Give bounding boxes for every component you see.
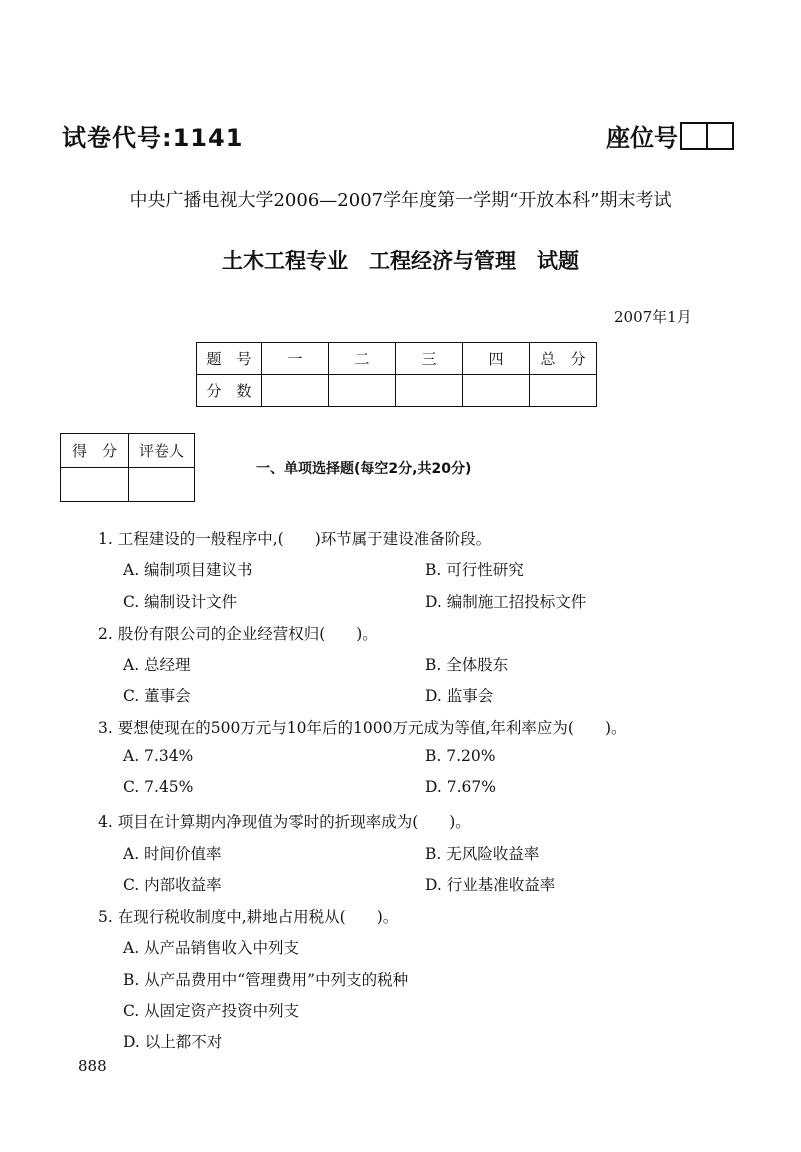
score-table-score-row (197, 375, 597, 407)
question-3: 3. 要想使现在的500万元与10年后的1000万元成为等值,年利率应为( )。 (98, 719, 627, 737)
option-d: D. 编制施工招投标文件 (425, 593, 587, 611)
score-table-header-row (197, 343, 597, 375)
option-a: A. 7.34% (123, 747, 194, 765)
page-number: 888 (78, 1057, 107, 1075)
option-c: C. 从固定资产投资中列支 (123, 1002, 300, 1020)
question-1: 1. 工程建设的一般程序中,( )环节属于建设准备阶段。 (98, 530, 492, 548)
score-cell: 分 数 (197, 375, 262, 407)
option-a: A. 编制项目建议书 (123, 561, 253, 579)
option-b: B. 全体股东 (425, 656, 509, 674)
seat-number (606, 118, 734, 153)
option-c: C. 7.45% (123, 778, 194, 796)
option-c: C. 董事会 (123, 687, 191, 705)
exam-date: 2007年1月 (614, 308, 692, 326)
option-b: B. 从产品费用中“管理费用”中列支的税种 (123, 971, 409, 989)
question-2: 2. 股份有限公司的企业经营权归( )。 (98, 625, 378, 643)
score-cell: 二 (329, 343, 396, 375)
section-title: 一、单项选择题(每空2分,共20分) (256, 461, 472, 477)
option-b: B. 7.20% (425, 747, 496, 765)
exam-title: 土木工程专业 工程经济与管理 试题 (222, 249, 579, 273)
score-cell-blank (530, 375, 597, 407)
option-a: A. 总经理 (123, 656, 191, 674)
grader-table (60, 433, 195, 502)
score-cell: 题 号 (197, 343, 262, 375)
score-cell-blank (463, 375, 530, 407)
option-a: A. 时间价值率 (123, 845, 222, 863)
option-c: C. 编制设计文件 (123, 593, 238, 611)
score-cell: 三 (396, 343, 463, 375)
option-c: C. 内部收益率 (123, 876, 222, 894)
question-4: 4. 项目在计算期内净现值为零时的折现率成为( )。 (98, 813, 471, 831)
score-cell-blank (396, 375, 463, 407)
grader-cell-blank (129, 468, 195, 502)
option-b: B. 无风险收益率 (425, 845, 540, 863)
option-d: D. 以上都不对 (123, 1033, 223, 1051)
option-a: A. 从产品销售收入中列支 (123, 939, 300, 957)
score-table (196, 342, 597, 407)
option-b: B. 可行性研究 (425, 561, 524, 579)
seat-label: 座位号 (606, 124, 678, 152)
question-5: 5. 在现行税收制度中,耕地占用税从( )。 (98, 908, 399, 926)
score-cell: 四 (463, 343, 530, 375)
exam-code: 试卷代号:1141 (62, 124, 244, 152)
option-d: D. 监事会 (425, 687, 494, 705)
score-cell-blank (329, 375, 396, 407)
grader-score-label: 得 分 (61, 434, 129, 468)
exam-subtitle: 中央广播电视大学2006—2007学年度第一学期“开放本科”期末考试 (129, 190, 672, 211)
score-cell: 总 分 (530, 343, 597, 375)
score-cell: 一 (262, 343, 329, 375)
score-cell-blank (262, 375, 329, 407)
seat-number-boxes (680, 122, 734, 150)
option-d: D. 7.67% (425, 778, 496, 796)
grader-cell-blank (61, 468, 129, 502)
option-d: D. 行业基准收益率 (425, 876, 556, 894)
grader-name-label: 评卷人 (129, 434, 195, 468)
